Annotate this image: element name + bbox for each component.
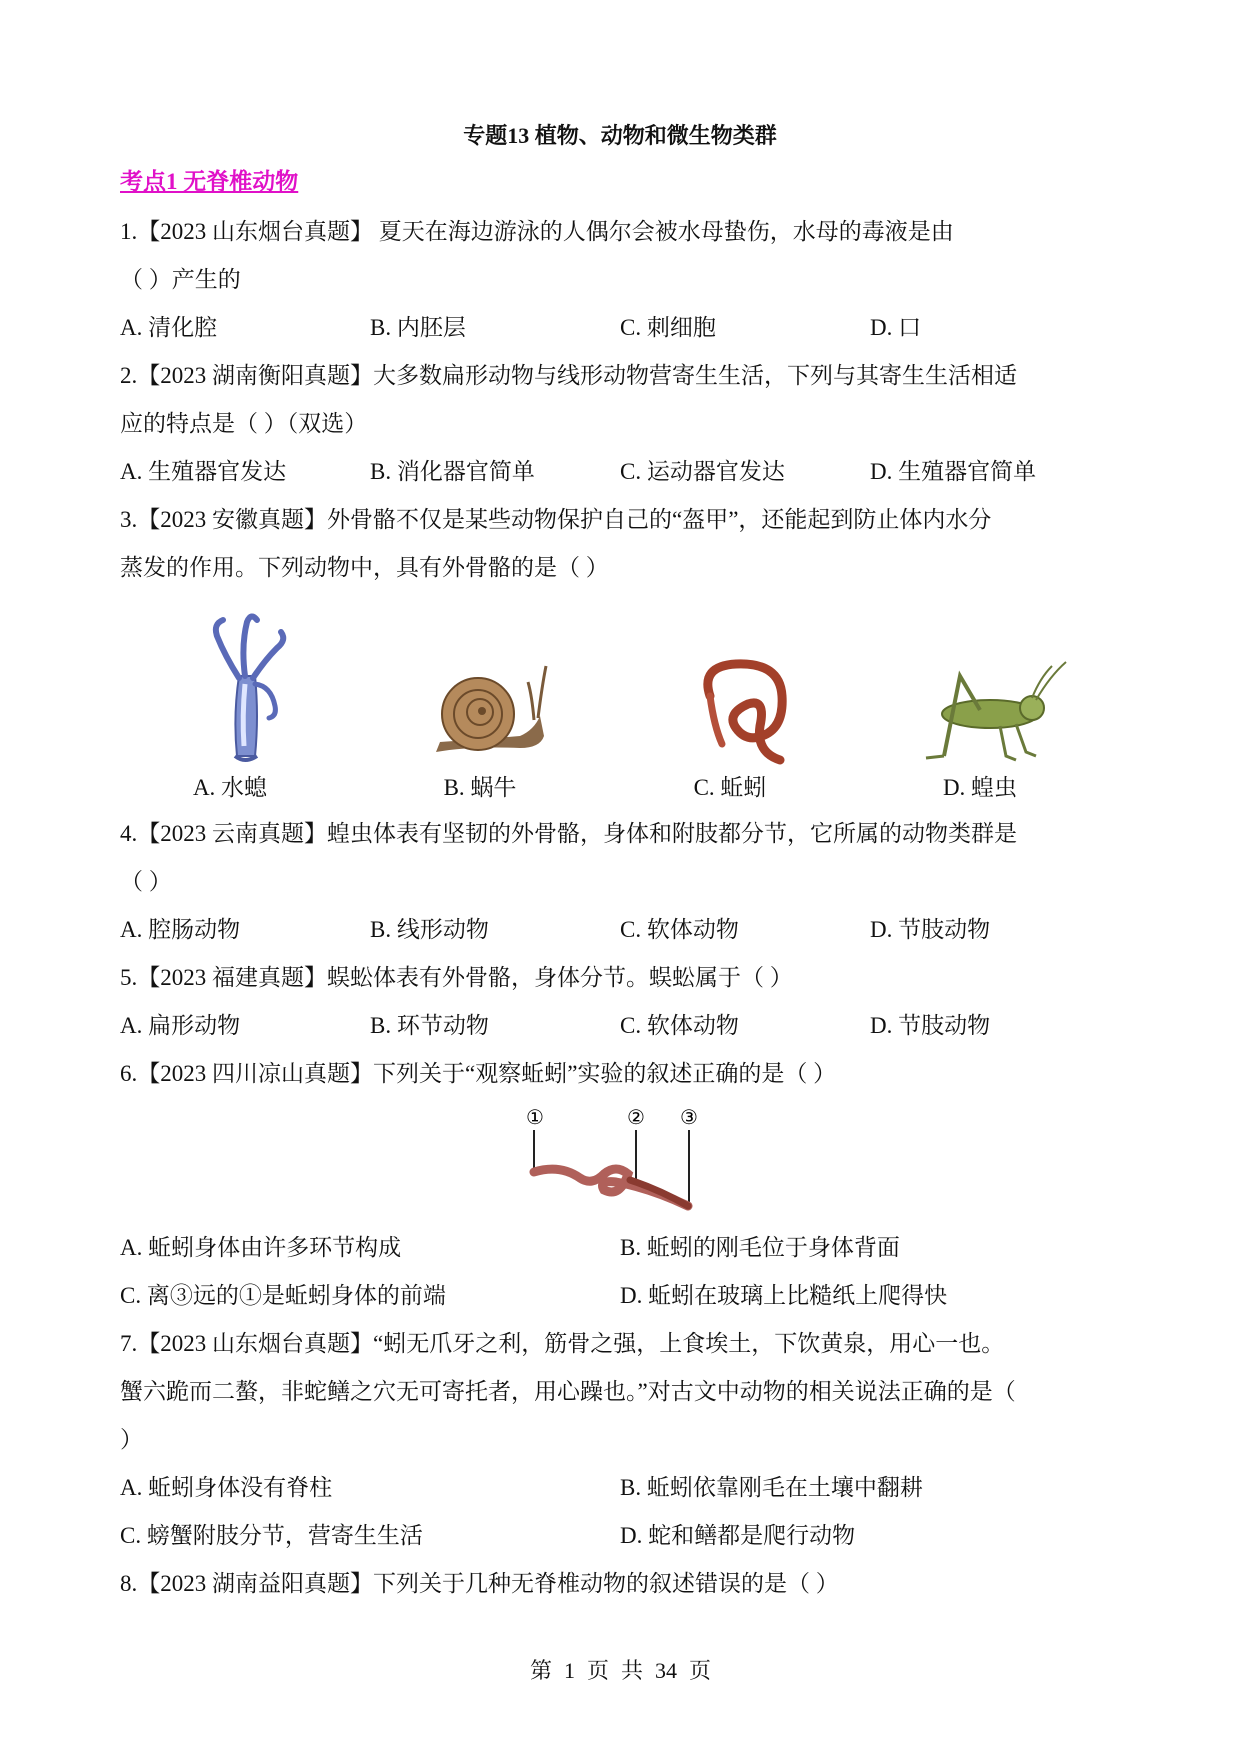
caption-b: B. 蜗牛 — [443, 775, 517, 800]
question-stem-line: （ ） — [120, 869, 172, 894]
label-2: ② — [627, 1105, 645, 1129]
caption-c: C. 蚯蚓 — [693, 775, 767, 800]
option-a: A. 腔肠动物 — [120, 917, 241, 942]
options-row — [120, 1512, 1120, 1560]
question-stem-line: 蒸发的作用。下列动物中，具有外骨骼的是（ ） — [120, 555, 609, 580]
question-stem-line: （ ）产生的 — [120, 267, 241, 292]
option-b: B. 消化器官简单 — [370, 459, 535, 484]
options-row — [120, 906, 1120, 954]
question-8 — [120, 1560, 1120, 1608]
question-stem-line: 应的特点是（ ）（双选） — [120, 411, 368, 436]
question-stem-line: 7.【2023 山东烟台真题】“蚓无爪牙之利，筋骨之强，上食埃土，下饮黄泉，用心一也。 — [120, 1331, 1005, 1356]
footer-total-pages: 34 — [655, 1658, 678, 1683]
footer-prefix: 第 — [529, 1658, 552, 1683]
question-2 — [120, 352, 1120, 496]
question-stem-line: 4.【2023 云南真题】蝗虫体表有坚韧的外骨骼，身体和附肢都分节，它所属的动物类群是 — [120, 821, 1017, 846]
question-stem-line: 5.【2023 福建真题】蜈蚣体表有外骨骼，身体分节。蜈蚣属于（ ） — [120, 965, 793, 990]
grasshopper-illustration — [870, 656, 1120, 766]
animal-images-row — [120, 596, 1120, 766]
option-b: B. 内胚层 — [370, 315, 466, 340]
question-stem-line: 3.【2023 安徽真题】外骨骼不仅是某些动物保护自己的“盔甲”，还能起到防止体内水分 — [120, 507, 992, 532]
question-3 — [120, 496, 1120, 810]
option-a: A. 清化腔 — [120, 315, 218, 340]
page-footer — [0, 1654, 1241, 1685]
footer-mid: 页 — [586, 1658, 609, 1683]
option-d: D. 蚯蚓在玻璃上比糙纸上爬得快 — [620, 1283, 948, 1308]
animal-captions-row — [120, 766, 1120, 810]
option-c: C. 离③远的①是蚯蚓身体的前端 — [120, 1283, 446, 1308]
question-stem-line: 6.【2023 四川凉山真题】下列关于“观察蚯蚓”实验的叙述正确的是（ ） — [120, 1061, 837, 1086]
question-stem-line: ） — [120, 1427, 143, 1452]
page-content — [120, 116, 1120, 1608]
option-c: C. 运动器官发达 — [620, 459, 785, 484]
question-stem-line: 蟹六跪而二螯，非蛇鳝之穴无可寄托者，用心躁也。”对古文中动物的相关说法正确的是（ — [120, 1379, 1016, 1404]
question-5 — [120, 954, 1120, 1050]
option-a: A. 蚯蚓身体没有脊柱 — [120, 1475, 333, 1500]
option-b: B. 环节动物 — [370, 1013, 489, 1038]
options-row — [120, 1002, 1120, 1050]
earthworm-diagram — [120, 1102, 1120, 1220]
options-row — [120, 304, 1120, 352]
earthworm-illustration — [620, 656, 870, 766]
option-a: A. 蚯蚓身体由许多环节构成 — [120, 1235, 402, 1260]
option-c: C. 软体动物 — [620, 1013, 739, 1038]
option-d: D. 口 — [870, 315, 922, 340]
options-row — [120, 448, 1120, 496]
option-d: D. 节肢动物 — [870, 1013, 991, 1038]
footer-total-word: 共 — [621, 1658, 644, 1683]
question-stem-line: 1.【2023 山东烟台真题】 夏天在海边游泳的人偶尔会被水母蛰伤，水母的毒液是由 — [120, 219, 954, 244]
footer-page-number: 1 — [563, 1658, 575, 1683]
option-c: C. 软体动物 — [620, 917, 739, 942]
options-row — [120, 1272, 1120, 1320]
option-d: D. 生殖器官简单 — [870, 459, 1037, 484]
section-heading: 考点1 无脊椎动物 — [120, 169, 299, 194]
option-a: A. 生殖器官发达 — [120, 459, 287, 484]
option-b: B. 蚯蚓的刚毛位于身体背面 — [620, 1235, 900, 1260]
snail-illustration — [370, 656, 620, 766]
option-d: D. 蛇和鳝都是爬行动物 — [620, 1523, 856, 1548]
question-4 — [120, 810, 1120, 954]
options-row — [120, 1464, 1120, 1512]
caption-d: D. 蝗虫 — [942, 775, 1018, 800]
option-d: D. 节肢动物 — [870, 917, 991, 942]
option-b: B. 线形动物 — [370, 917, 489, 942]
option-a: A. 扁形动物 — [120, 1013, 241, 1038]
label-1: ① — [526, 1105, 544, 1129]
footer-suffix: 页 — [689, 1658, 712, 1683]
option-b: B. 蚯蚓依靠刚毛在土壤中翻耕 — [620, 1475, 923, 1500]
question-stem-line: 2.【2023 湖南衡阳真题】大多数扁形动物与线形动物营寄生生活，下列与其寄生生活相适 — [120, 363, 1017, 388]
hydra-illustration — [120, 606, 370, 766]
page-title: 专题13 植物、动物和微生物类群 — [463, 123, 777, 148]
caption-a: A. 水螅 — [192, 775, 268, 800]
question-7 — [120, 1320, 1120, 1560]
question-stem-line: 8.【2023 湖南益阳真题】下列关于几种无脊椎动物的叙述错误的是（ ） — [120, 1571, 839, 1596]
option-c: C. 螃蟹附肢分节，营寄生生活 — [120, 1523, 423, 1548]
question-6 — [120, 1050, 1120, 1320]
label-3: ③ — [680, 1105, 698, 1129]
question-1 — [120, 208, 1120, 352]
option-c: C. 刺细胞 — [620, 315, 716, 340]
options-row — [120, 1224, 1120, 1272]
